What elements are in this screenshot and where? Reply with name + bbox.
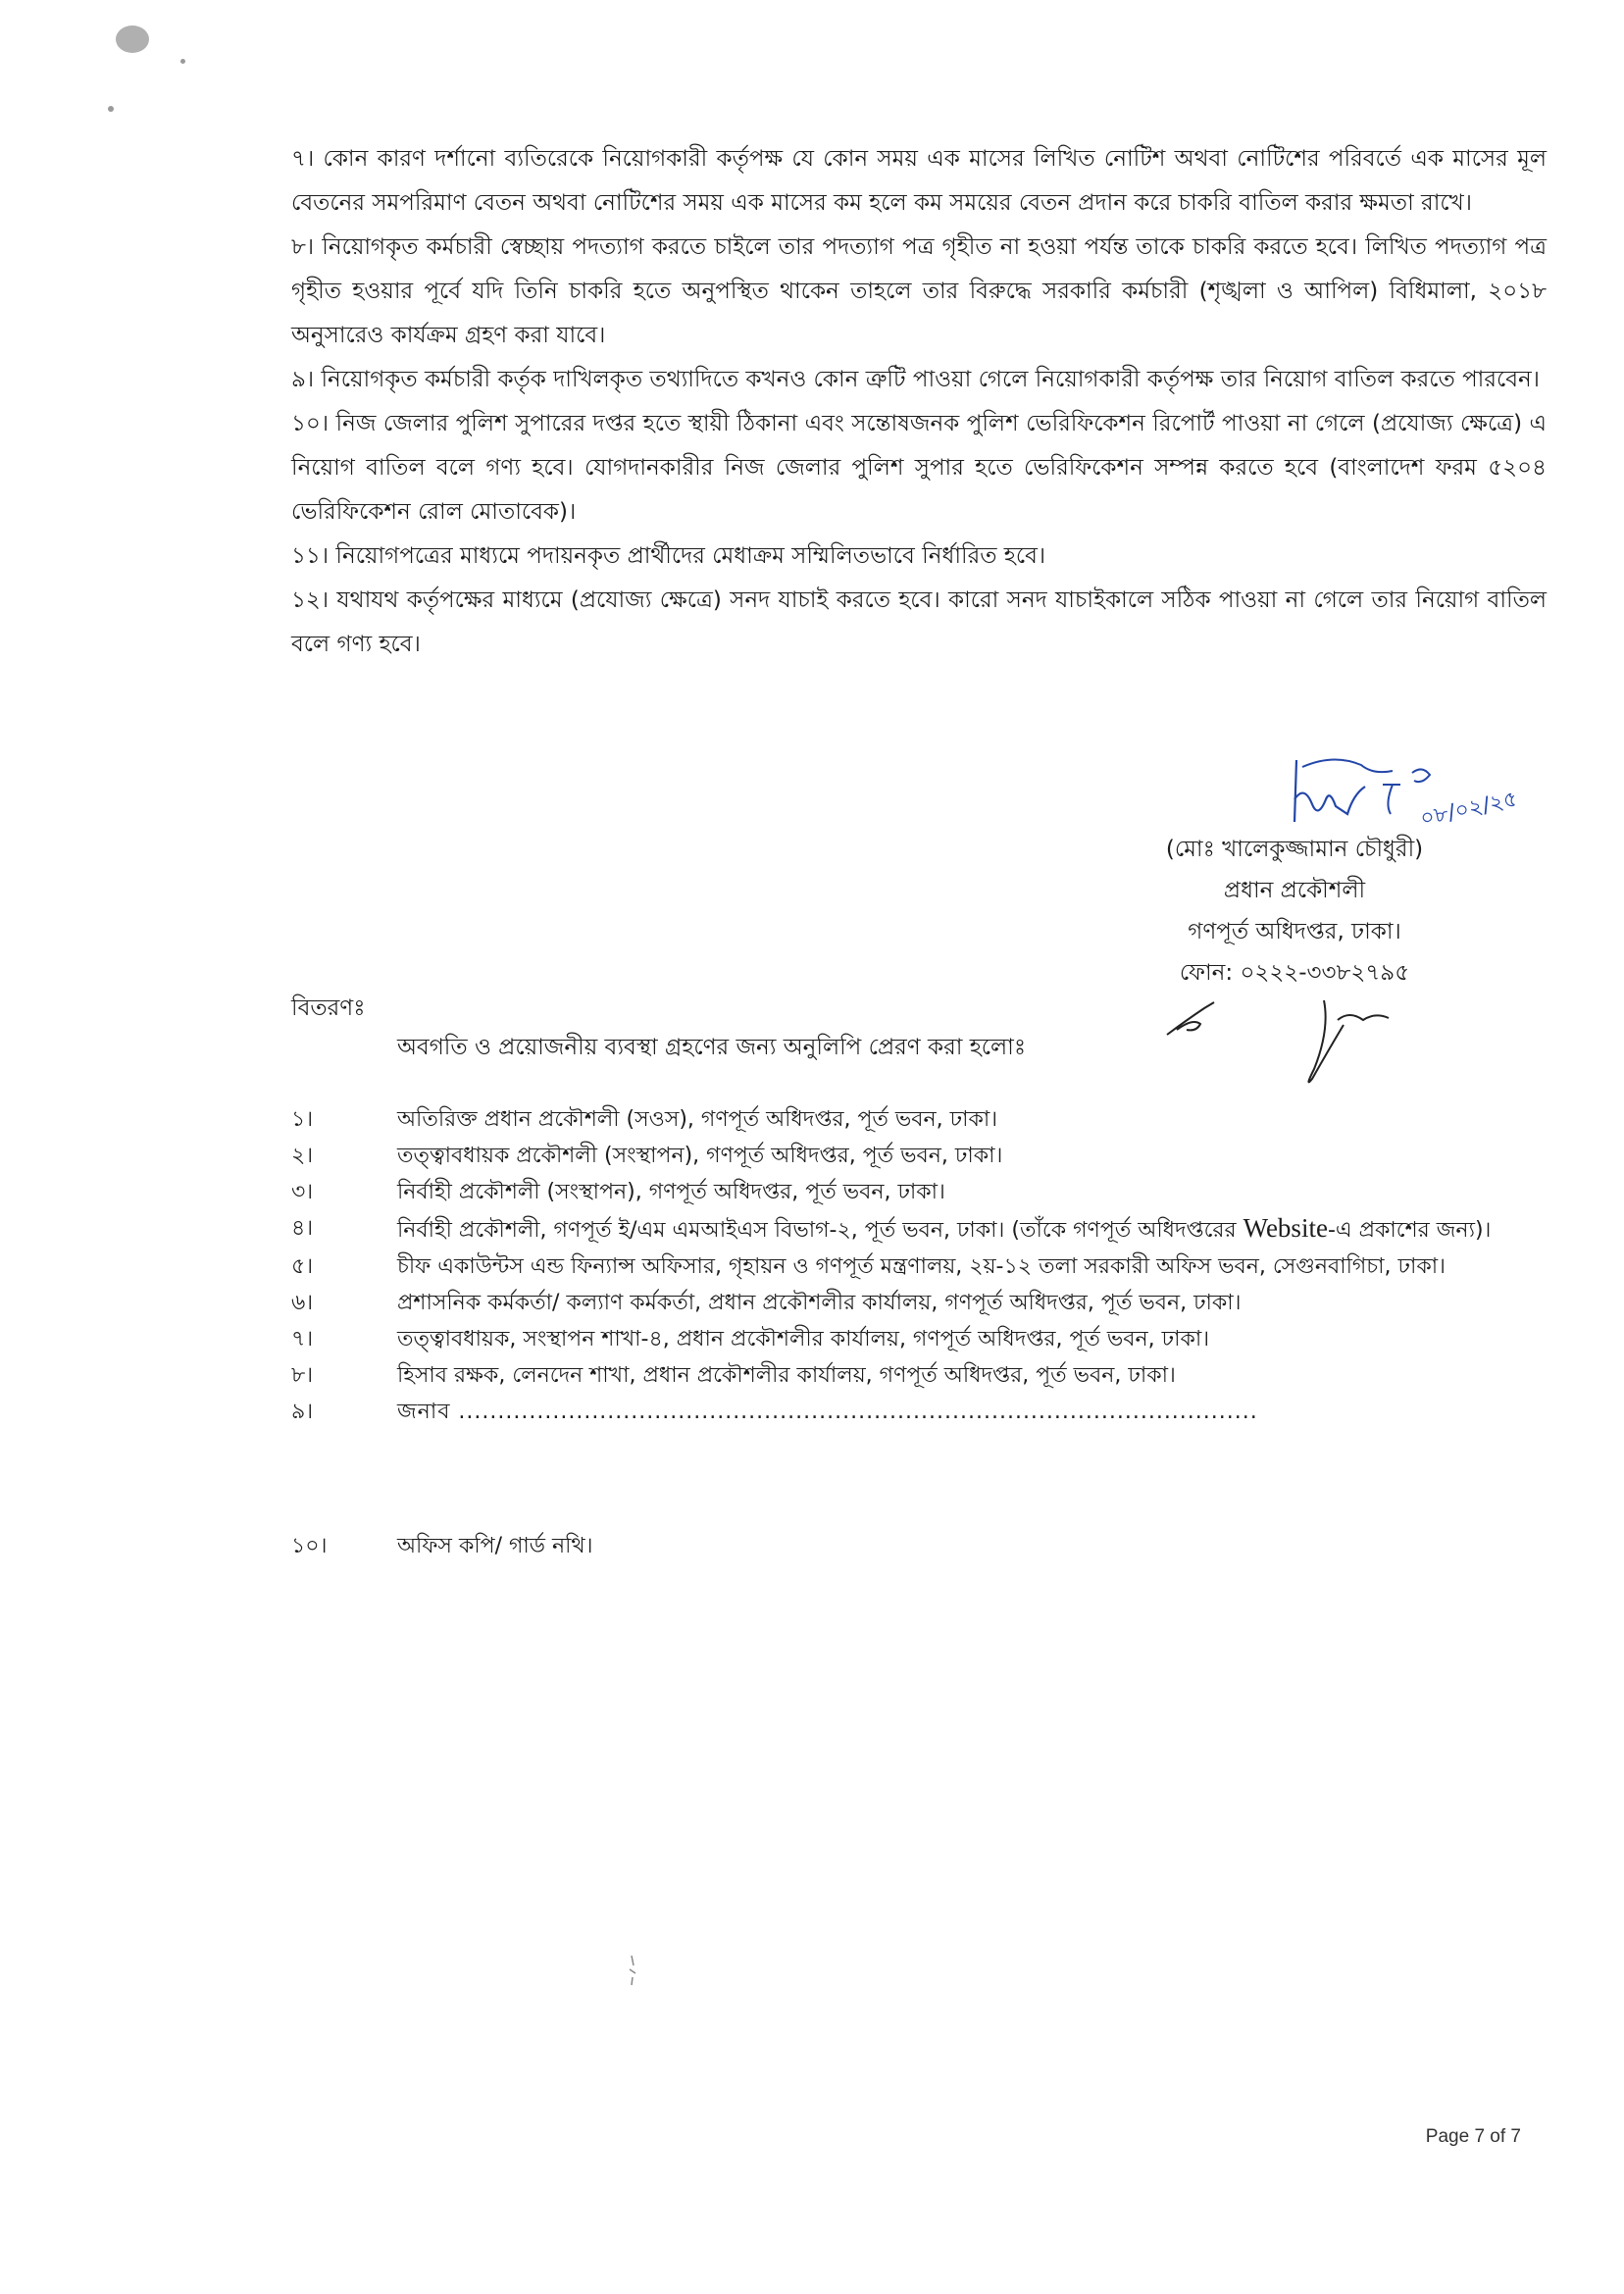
item-number: ৩। [291, 1180, 314, 1204]
signatory-block [1059, 829, 1530, 994]
signatory-designation: প্রধান প্রকৌশলী [1223, 878, 1366, 903]
signatory-office: গণপূর্ত অধিদপ্তর, ঢাকা। [1188, 919, 1401, 944]
scan-smudge [180, 59, 185, 64]
distribution-item [291, 1357, 1537, 1394]
clause-9: ৯। নিয়োগকৃত কর্মচারী কর্তৃক দাখিলকৃত তথ্যাদিতে কখনও কোন ত্রুটি পাওয়া গেলে নিয়োগকারী কর্তৃপক্ষ তার নিয়োগ বাতিল করতে পারবেন। [291, 367, 1540, 392]
item-number: ৫। [291, 1254, 314, 1279]
item-number: ১। [291, 1107, 314, 1132]
item-text: চীফ একাউন্টস এন্ড ফিন্যান্স অফিসার, গৃহায়ন ও গণপূর্ত মন্ত্রণালয়, ২য়-১২ তলা সরকারী অফিস ভবন, সেগুনবাগিচা, ঢাকা। [397, 1254, 1446, 1279]
item-text: প্রশাসনিক কর্মকর্তা/ কল্যাণ কর্মকর্তা, প্রধান প্রকৌশলীর কার্যালয়, গণপূর্ত অধিদপ্তর, পূর্ত ভবন, ঢাকা। [397, 1291, 1242, 1315]
distribution-list [291, 1101, 1537, 1564]
item-text: অতিরিক্ত প্রধান প্রকৌশলী (সওস), গণপূর্ত অধিদপ্তর, পূর্ত ভবন, ঢাকা। [397, 1107, 998, 1132]
distribution-item [291, 1528, 1537, 1564]
distribution-item [291, 1138, 1537, 1174]
item-number: ১০। [291, 1534, 328, 1558]
item-text: হিসাব রক্ষক, লেনদেন শাখা, প্রধান প্রকৌশলীর কার্যালয়, গণপূর্ত অধিদপ্তর, পূর্ত ভবন, ঢাকা। [397, 1363, 1176, 1388]
item-text [397, 1210, 1537, 1249]
page-number: Page 7 of 7 [1425, 2126, 1521, 2147]
clause-10: ১০। নিজ জেলার পুলিশ সুপারের দপ্তর হতে স্থায়ী ঠিকানা এবং সন্তোষজনক পুলিশ ভেরিফিকেশন রিপোর্ট পাওয়া না গেলে (প্রযোজ্য ক্ষেত্রে) এ নিয়োগ বাতিল বলে গণ্য হবে। যোগদানকারীর নিজ জেলার পুলিশ সুপার হতে ভেরিফিকেশন সম্পন্ন করতে হবে (বাংলাদেশ ফরম ৫২০৪ ভেরিফিকেশন রোল মোতাবেক)। [291, 411, 1547, 525]
distribution-item [291, 1321, 1537, 1357]
item-number: ৯। [291, 1400, 314, 1424]
distribution-item [291, 1285, 1537, 1321]
item-number: ৬। [291, 1291, 314, 1315]
signatory-name: (মোঃ খালেকুজ্জামান চৌধুরী) [1165, 837, 1424, 862]
clause-12: ১২। যথাযথ কর্তৃপক্ষের মাধ্যমে (প্রযোজ্য ক্ষেত্রে) সনদ যাচাই করতে হবে। কারো সনদ যাচাইকালে সঠিক পাওয়া না গেলে তার নিয়োগ বাতিল বলে গণ্য হবে। [291, 587, 1547, 657]
signatory-phone: ফোন: ০২২২-৩৩৮২৭৯৫ [1179, 960, 1410, 986]
item-number: ৭। [291, 1327, 314, 1351]
distribution-item [291, 1394, 1537, 1430]
scan-mark [624, 1952, 643, 1991]
item-text: নির্বাহী প্রকৌশলী (সংস্থাপন), গণপূর্ত অধিদপ্তর, পূর্ত ভবন, ঢাকা। [397, 1180, 945, 1204]
initial-scribble [1157, 981, 1491, 1098]
item-number: ৮। [291, 1363, 314, 1388]
clause-7: ৭। কোন কারণ দর্শানো ব্যতিরেকে নিয়োগকারী কর্তৃপক্ষ যে কোন সময় এক মাসের লিখিত নোটিশ অথবা নোটিশের পরিবর্তে এক মাসের মূল বেতনের সমপরিমাণ বেতন অথবা নোটিশের সময় এক মাসের কম হলে কম সময়ের বেতন প্রদান করে চাকরি বাতিল করার ক্ষমতা রাখে। [291, 146, 1547, 216]
distribution-item [291, 1249, 1537, 1285]
item-text-part: -এ প্রকাশের জন্য)। [1327, 1218, 1492, 1243]
item-text: জনাব ...................................................................................................... [397, 1400, 1258, 1424]
clause-list [291, 137, 1547, 667]
scan-smudge [108, 106, 114, 112]
item-text: অফিস কপি/ গার্ড নথি। [397, 1534, 593, 1558]
signature-date: ০৮/০২/২৫ [1418, 787, 1520, 832]
clause-8: ৮। নিয়োগকৃত কর্মচারী স্বেচ্ছায় পদত্যাগ করতে চাইলে তার পদত্যাগ পত্র গৃহীত না হওয়া পর্যন্ত তাকে চাকরি করতে হবে। লিখিত পদত্যাগ পত্র গৃহীত হওয়ার পূর্বে যদি তিনি চাকরি হতে অনুপস্থিত থাকেন তাহলে তার বিরুদ্ধে সরকারি কর্মচারী (শৃঙ্খলা ও আপিল) বিধিমালা, ২০১৮ অনুসারেও কার্যক্রম গ্রহণ করা যাবে। [291, 234, 1547, 348]
item-number: ২। [291, 1144, 314, 1168]
clause-11: ১১। নিয়োগপত্রের মাধ্যমে পদায়নকৃত প্রার্থীদের মেধাক্রম সম্মিলিতভাবে নির্ধারিত হবে। [291, 543, 1046, 569]
scan-smudge [116, 25, 149, 53]
item-text-part: নির্বাহী প্রকৌশলী, গণপূর্ত ই/এম এমআইএস বিভাগ-২, পূর্ত ভবন, ঢাকা। (তাঁকে গণপূর্ত অধিদপ্তরের [397, 1218, 1243, 1243]
distribution-item [291, 1210, 1537, 1249]
distribution-item [291, 1174, 1537, 1210]
item-number: ৪। [291, 1216, 314, 1241]
item-text: তত্ত্বাবধায়ক, সংস্থাপন শাখা-৪, প্রধান প্রকৌশলীর কার্যালয়, গণপূর্ত অধিদপ্তর, পূর্ত ভবন, ঢাকা। [397, 1327, 1210, 1351]
distribution-title: বিতরণঃ [291, 995, 366, 1021]
website-word: Website [1243, 1213, 1328, 1243]
item-text: তত্ত্বাবধায়ক প্রকৌশলী (সংস্থাপন), গণপূর্ত অধিদপ্তর, পূর্ত ভবন, ঢাকা। [397, 1144, 1003, 1168]
distribution-item [291, 1101, 1537, 1138]
distribution-intro: অবগতি ও প্রয়োজনীয় ব্যবস্থা গ্রহণের জন্য অনুলিপি প্রেরণ করা হলোঃ [397, 1035, 1027, 1060]
